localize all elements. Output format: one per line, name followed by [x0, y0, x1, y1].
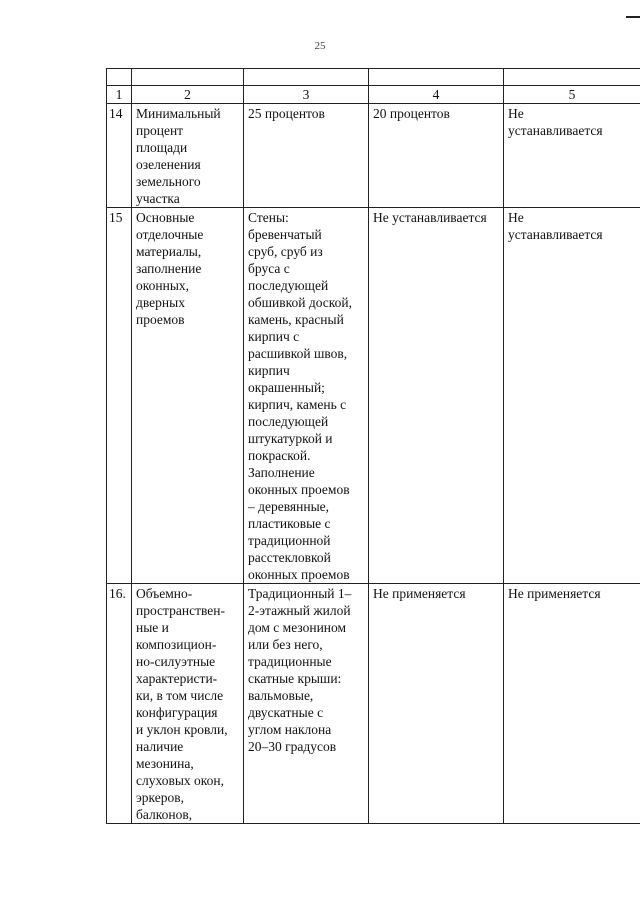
row-number: 14 — [107, 104, 132, 208]
column-number: 2 — [132, 86, 244, 104]
page-number: 25 — [314, 40, 326, 52]
table-row — [107, 208, 640, 584]
value-cell: 25 процентов — [244, 104, 369, 208]
row-number: 15 — [107, 208, 132, 584]
header-cell — [369, 69, 504, 86]
document-table — [106, 68, 640, 824]
table-header-blank-row — [107, 69, 640, 86]
table-row — [107, 104, 640, 208]
value-cell: Не устанавливается — [504, 104, 640, 208]
value-cell: Стены: бревенчатый сруб, сруб из бруса с последующей обшивкой доской, камень, красный кирпич с расшивкой швов, кирпич окрашенный; кирпич, камень с последующей штукатуркой и покраской. Заполнение оконных проемов – деревянные, пластиковые с традиционной расстекловкой оконных проемов — [244, 208, 369, 584]
parameter-name: Объемно- пространствен- ные и композицион- но-силуэтные характеристи- ки, в том числе конфигурация и уклон кровли, наличие мезонина, слуховых окон, эркеров, балконов, — [132, 584, 244, 824]
value-cell: 20 процентов — [369, 104, 504, 208]
column-number: 4 — [369, 86, 504, 104]
column-number: 5 — [504, 86, 640, 104]
column-number: 1 — [107, 86, 132, 104]
scan-mark — [626, 16, 640, 18]
parameter-name: Минимальный процент площади озеленения земельного участка — [132, 104, 244, 208]
column-number-row — [107, 86, 640, 104]
header-cell — [504, 69, 640, 86]
value-cell: Традиционный 1– 2-этажный жилой дом с мезонином или без него, традиционные скатные крыши: вальмовые, двускатные с углом наклона 20–30 градусов — [244, 584, 369, 824]
header-cell — [132, 69, 244, 86]
value-cell: Не применяется — [504, 584, 640, 824]
header-cell — [107, 69, 132, 86]
value-cell: Не применяется — [369, 584, 504, 824]
row-number: 16. — [107, 584, 132, 824]
value-cell: Не устанавливается — [504, 208, 640, 584]
table-row — [107, 584, 640, 824]
parameter-name: Основные отделочные материалы, заполнение оконных, дверных проемов — [132, 208, 244, 584]
column-number: 3 — [244, 86, 369, 104]
header-cell — [244, 69, 369, 86]
value-cell: Не устанавливается — [369, 208, 504, 584]
